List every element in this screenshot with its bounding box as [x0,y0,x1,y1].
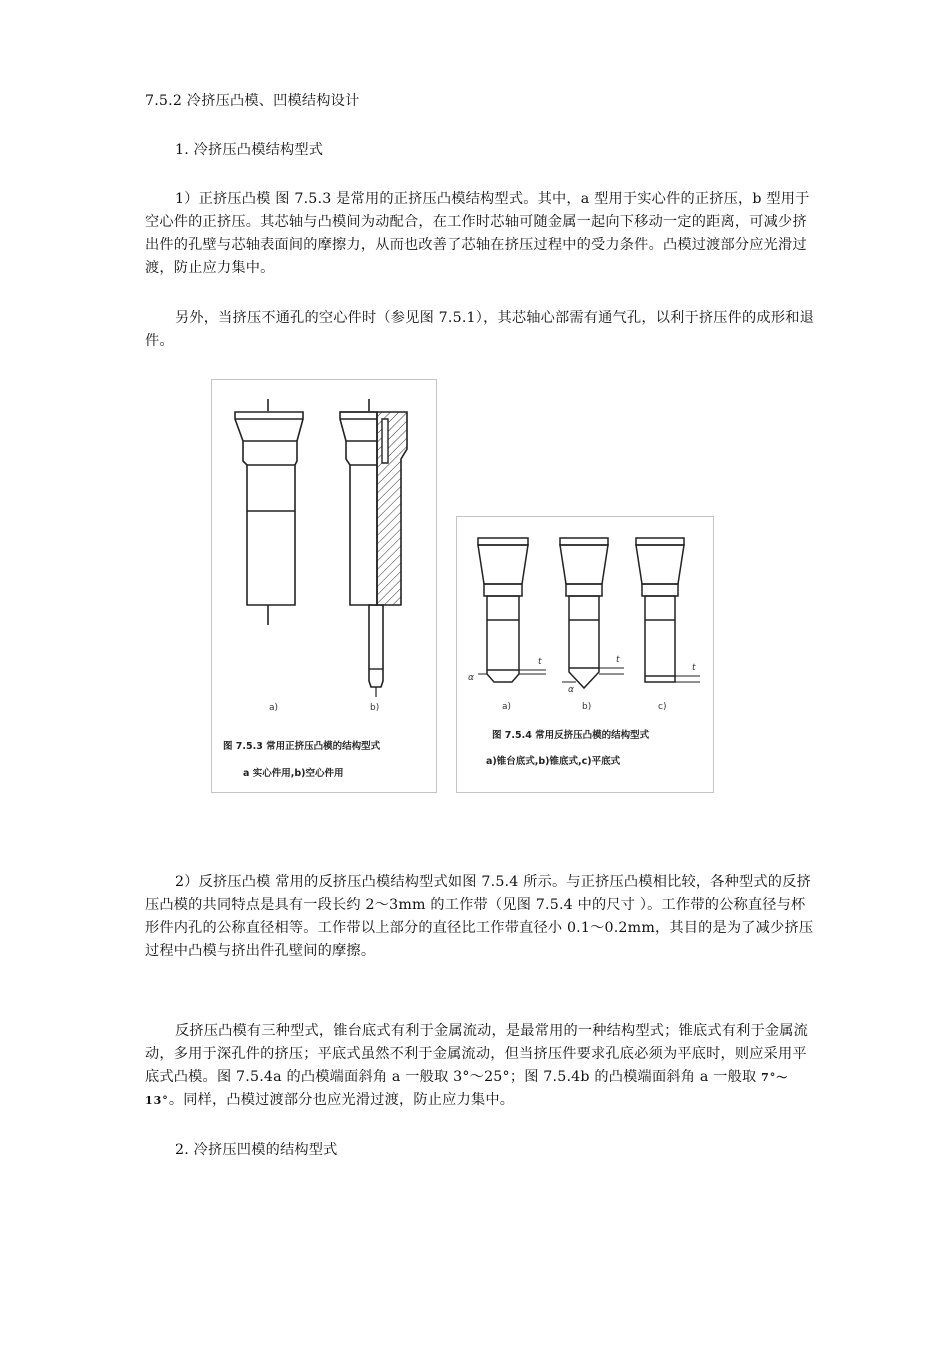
fig753-caption-subtitle: a 实心件用,b)空心件用 [243,768,344,779]
fig753-label-a: a) [269,703,279,713]
paragraph-punch-types [145,1020,815,1112]
punch-a-drawing [478,538,546,682]
fig754-dim-alpha-a: α [468,673,474,683]
fig754-label-a: a) [502,702,512,712]
fig753-caption-title: 图 7.5.3 常用正挤压凸模的结构型式 [223,741,381,752]
fig754-dim-t-b: t [616,655,620,665]
fig754-dim-alpha-b: α [568,685,574,695]
fig754-label-b: b) [582,702,592,712]
fig753-label-b: b) [370,703,380,713]
punch-b-drawing [340,399,407,697]
figure-7-5-4 [456,516,714,793]
paragraph-punch-types-text-a: 反挤压凸模有三种型式，锥台底式有利于金属流动，是最常用的一种结构型式；锥底式有利于金属流动，多用于深孔件的挤压；平底式虽然不利于金属流动，但当挤压件要求孔底必须为平底时，则应采用平底式凸模。图 7.5.4a 的凸模端面斜角 a 一般取 3°～25°；图 7.5.4b 的凸模端面斜角 a 一般取 [145,1023,809,1085]
paragraph-backward-punch: 2）反挤压凸模 常用的反挤压凸模结构型式如图 7.5.4 所示。与正挤压凸模相比较，各种型式的反挤压凸模的共同特点是具有一段长约 2～3mm 的工作带（见图 7.5.4 中的尺寸 ）。工作带的公称直径与杯形件内孔的公称直径相等。工作带以上部分的直径比工作带直径小 0.1～0.2mm，其目的是为了减少挤压过程中凸模与挤出件孔壁间的摩擦。 [145,874,814,959]
heading-die-structure: 2. 冷挤压凹模的结构型式 [175,1142,338,1158]
paragraph-forward-punch: 1）正挤压凸模 图 7.5.3 是常用的正挤压凸模结构型式。其中，a 型用于实心件的正挤压，b 型用于空心件的正挤压。其芯轴与凸模间为动配合，在工作时芯轴可随金属一起向下移动一定的距离，可减少挤出件的孔壁与芯轴表面间的摩擦力，从而也改善了芯轴在挤压过程中的受力条件。凸模过渡部分应光滑过渡，防止应力集中。 [145,191,810,276]
fig754-caption-title: 图 7.5.4 常用反挤压凸模的结构型式 [492,730,650,741]
paragraph-punch-types-text-b: 。同样，凸模过渡部分也应光滑过渡，防止应力集中。 [168,1092,515,1108]
fig754-dim-t-a: t [538,657,542,667]
punch-b-drawing [560,538,624,688]
angle-range-inline-figure: 7°～13° [145,1071,789,1107]
heading-punch-structure: 1. 冷挤压凸模结构型式 [175,142,324,158]
fig754-caption-subtitle: a)锥台底式,b)锥底式,c)平底式 [486,756,621,767]
fig754-dim-t-c: t [692,663,696,673]
figure-7-5-3 [211,379,437,793]
fig754-label-c: c) [658,702,667,712]
punch-c-drawing [636,538,700,682]
punch-a-drawing [235,399,303,625]
section-title: 7.5.2 冷挤压凸模、凹模结构设计 [145,93,360,109]
paragraph-blind-hole: 另外，当挤压不通孔的空心件时（参见图 7.5.1），其芯轴心部需有通气孔，以利于挤压件的成形和退件。 [145,310,814,349]
